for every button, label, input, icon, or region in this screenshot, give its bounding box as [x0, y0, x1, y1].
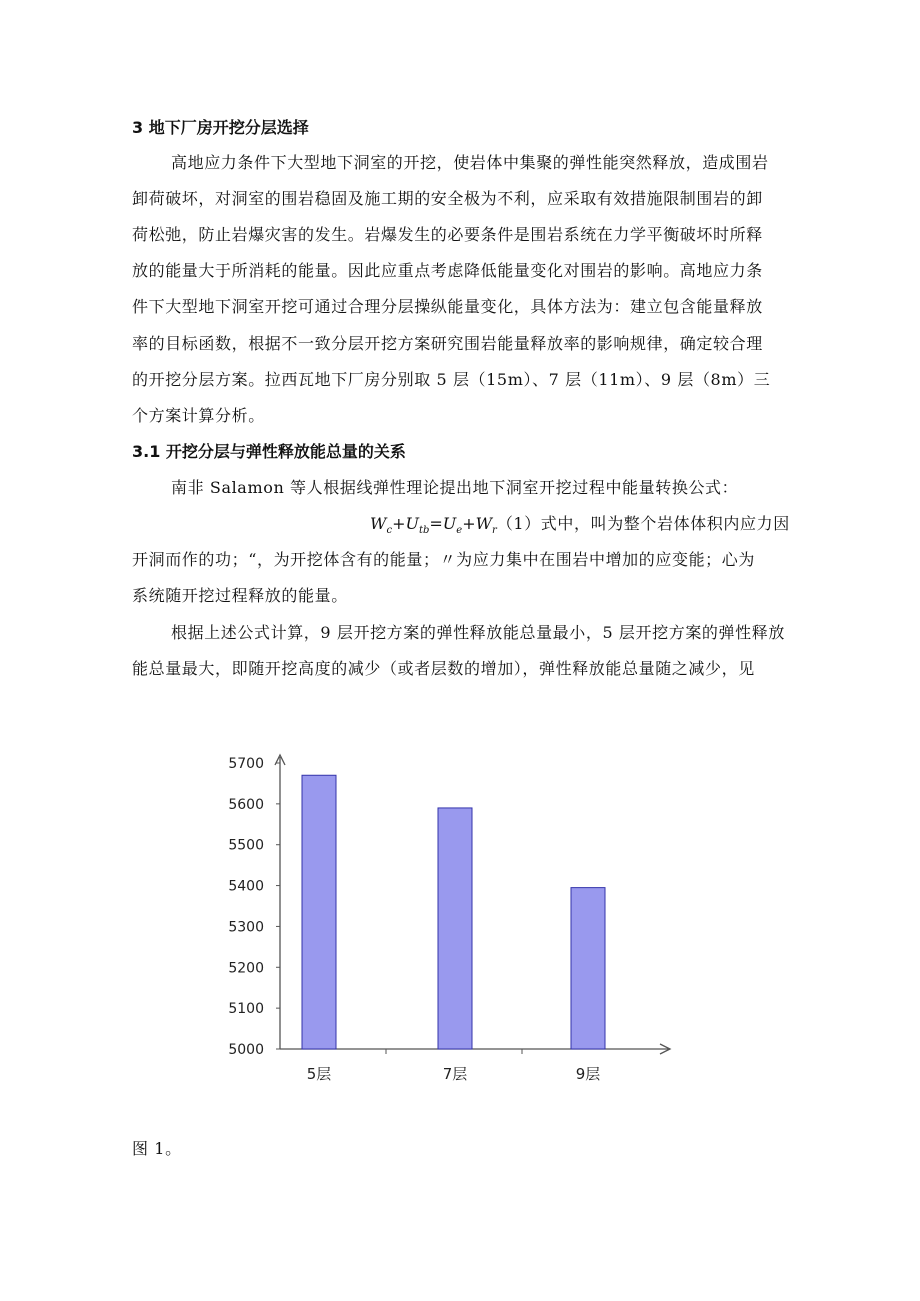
formula-subscript: e	[456, 525, 463, 537]
para2-line: 南非 Salamon 等人根据线弹性理论提出地下洞室开挖过程中能量转换公式：	[171, 478, 739, 497]
y-tick-label: 5600	[228, 796, 264, 813]
para1-line: 高地应力条件下大型地下洞室的开挖，使岩体中集聚的弹性能突然释放，造成围岩	[171, 153, 769, 172]
formula-operator: =	[429, 514, 443, 533]
formula-subscript: r	[492, 525, 497, 537]
para3-line: 能总量最大，即随开挖高度的减少（或者层数的增加），弹性释放能总量随之减少，见	[132, 659, 755, 678]
formula-symbol: U	[405, 514, 419, 533]
x-tick-label: 5层	[306, 1065, 332, 1083]
y-tick-label: 5300	[228, 919, 264, 936]
formula-symbol: W	[370, 514, 387, 533]
y-axis-ticks	[228, 756, 280, 1058]
para2-line: 开洞而作的功；“，为开挖体含有的能量；〃为应力集中在围岩中增加的应变能；心为	[132, 550, 755, 569]
bar-3	[571, 888, 605, 1049]
para1-line: 荷松弛，防止岩爆灾害的发生。岩爆发生的必要条件是围岩系统在力学平衡破坏时所释	[132, 225, 763, 244]
bar-1	[302, 775, 336, 1049]
bar-chart	[200, 745, 690, 1095]
bar-2	[438, 808, 472, 1049]
formula-symbol: W	[475, 514, 493, 533]
y-tick-label: 5700	[228, 756, 264, 772]
formula-subscript: c	[386, 525, 393, 537]
formula-subscript: tb	[418, 525, 430, 537]
formula-tail-text: （1）式中，叫为整个岩体体积内应力因	[496, 514, 790, 533]
section-heading-3-1: 3.1 开挖分层与弹性释放能总量的关系	[132, 442, 406, 461]
para2-line: 系统随开挖过程释放的能量。	[132, 586, 348, 605]
para1-line: 个方案计算分析。	[132, 406, 265, 425]
y-tick-label: 5500	[228, 837, 264, 854]
x-tick-label: 7层	[442, 1065, 468, 1083]
para3-line: 根据上述公式计算，9 层开挖方案的弹性释放能总量最小，5 层开挖方案的弹性释放	[171, 623, 785, 642]
energy-formula	[370, 514, 790, 541]
para1-line: 件下大型地下洞室开挖可通过合理分层操纵能量变化，具体方法为：建立包含能量释放	[132, 297, 763, 316]
x-axis-ticks	[307, 1049, 601, 1083]
x-tick-label: 9层	[575, 1065, 601, 1083]
y-tick-label: 5100	[228, 1001, 264, 1018]
para1-line: 的开挖分层方案。拉西瓦地下厂房分别取 5 层（15m）、7 层（11m）、9 层（8m）三	[132, 370, 771, 389]
formula-symbol: U	[442, 514, 457, 533]
y-tick-label: 5400	[228, 878, 264, 895]
figure-caption: 图 1。	[132, 1139, 182, 1158]
para1-line: 卸荷破坏，对洞室的围岩稳固及施工期的安全极为不利，应采取有效措施限制围岩的卸	[132, 189, 763, 208]
section-heading-3: 3 地下厂房开挖分层选择	[132, 118, 309, 137]
para1-line: 率的目标函数，根据不一致分层开挖方案研究围岩能量释放率的影响规律，确定较合理	[132, 334, 763, 353]
y-tick-label: 5000	[228, 1042, 264, 1058]
y-tick-label: 5200	[228, 960, 264, 977]
formula-operator: +	[392, 514, 406, 533]
chart-bars	[302, 775, 605, 1049]
para1-line: 放的能量大于所消耗的能量。因此应重点考虑降低能量变化对围岩的影响。高地应力条	[132, 261, 763, 280]
formula-operator: +	[462, 514, 476, 533]
